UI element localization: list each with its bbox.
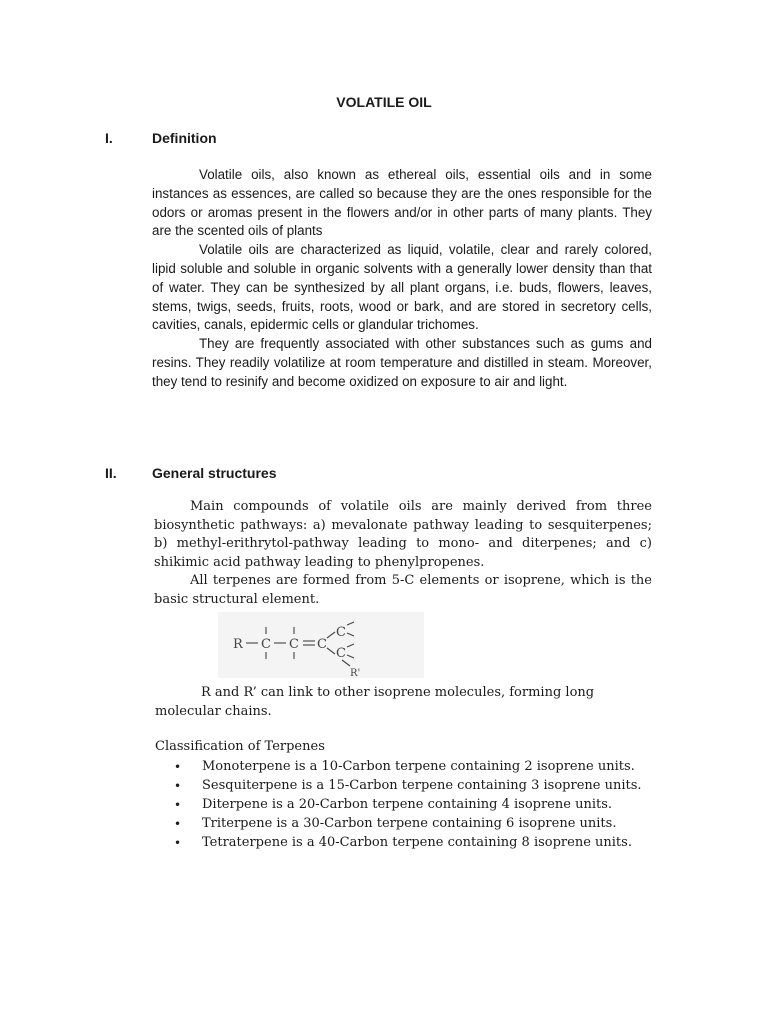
formula-c1: C	[261, 637, 271, 652]
r-group-note: R and R’ can link to other isoprene molecules, forming long molecular chains.	[155, 685, 595, 719]
bullet: •	[174, 836, 182, 850]
formula-r: R	[233, 637, 243, 652]
list-item	[174, 796, 662, 815]
bullet: •	[174, 817, 182, 831]
definition-paragraph-1: Volatile oils, also known as ethereal oils, essential oils and in some instances as essences, are called so because they are the ones responsible for the odors or aromas present in the flowers and/or in other parts of many plants. They are the scented oils of plants	[152, 167, 652, 239]
definition-paragraph-2: Volatile oils are characterized as liquid, volatile, clear and rarely colored, lipid soluble and soluble in organic solvents with a generally lower density than that of water. They can be synthesized by all plant organs, i.e. buds, flowers, leaves, stems, twigs, seeds, fruits, roots, wood or bark, and are stored in secretory cells, cavities, canals, epidermic cells or glandular trichomes.	[152, 242, 652, 333]
terpene-text: Monoterpene is a 10-Carbon terpene containing 2 isoprene units.	[202, 759, 635, 774]
section-2-heading: General structures	[152, 465, 277, 481]
bullet: •	[174, 798, 182, 812]
formula-c4: C	[336, 625, 346, 640]
terpene-classification-list	[174, 758, 662, 853]
section-1-body	[152, 166, 652, 392]
formula-c2: C	[289, 637, 299, 652]
list-item	[174, 834, 662, 853]
list-item	[174, 758, 662, 777]
section-1-number: I.	[105, 130, 113, 146]
classification-title: Classification of Terpenes	[155, 739, 325, 754]
section-2-body	[154, 498, 652, 610]
structures-paragraph-1: Main compounds of volatile oils are mainly derived from three biosynthetic pathways: a) mevalonate pathway leading to sesquiterpenes; b) methyl-erithrytol-pathway leading to mono- and diterpenes; and c) shikimic acid pathway leading to phenylpropenes.	[154, 499, 652, 570]
terpene-text: Triterpene is a 30-Carbon terpene containing 6 isoprene units.	[202, 816, 617, 831]
bullet: •	[174, 760, 182, 774]
formula-c5: C	[336, 646, 346, 661]
list-item	[174, 777, 662, 796]
section-1-heading: Definition	[152, 130, 217, 146]
terpene-text: Diterpene is a 20-Carbon terpene containing 4 isoprene units.	[202, 797, 613, 812]
terpene-text: Tetraterpene is a 40-Carbon terpene containing 8 isoprene units.	[202, 835, 632, 850]
formula-r-prime: R'	[350, 668, 361, 678]
formula-c3: C	[317, 637, 327, 652]
isoprene-structure-diagram	[218, 612, 424, 678]
list-item	[174, 815, 662, 834]
bullet: •	[174, 779, 182, 793]
structures-paragraph-2: All terpenes are formed from 5-C elements or isoprene, which is the basic structural element.	[154, 573, 652, 607]
definition-paragraph-3: They are frequently associated with other substances such as gums and resins. They readily volatilize at room temperature and distilled in steam. Moreover, they tend to resinify and become oxidized on exposure to air and light.	[152, 336, 652, 389]
document-title: VOLATILE OIL	[336, 94, 432, 110]
section-2-number: II.	[105, 465, 117, 481]
terpene-text: Sesquiterpene is a 15-Carbon terpene containing 3 isoprene units.	[202, 778, 642, 793]
